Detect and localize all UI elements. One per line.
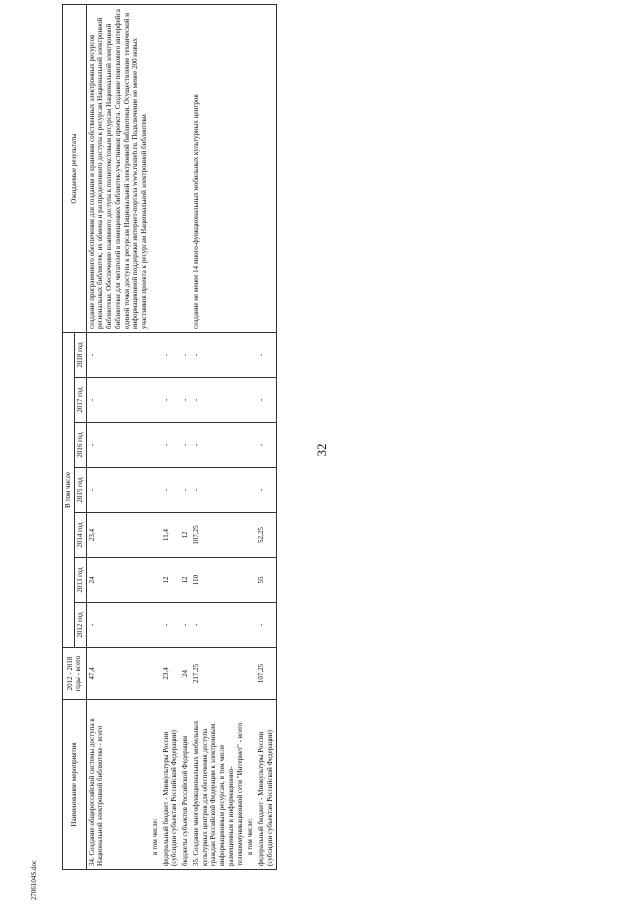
row-results	[180, 4, 191, 332]
row-year-value: -	[161, 468, 181, 513]
row-year-value	[245, 468, 256, 513]
header-total: 2012 - 2018 годы - всего	[63, 648, 87, 700]
row-year-value: -	[256, 603, 276, 648]
table-row	[245, 4, 256, 869]
row-results	[245, 4, 256, 332]
row-year-value: -	[86, 603, 150, 648]
row-year-value: 12	[180, 558, 191, 603]
header-year: 2016 год	[74, 423, 86, 468]
doc-filename: 2706104S.doc	[30, 859, 38, 901]
row-results	[150, 4, 161, 332]
header-year: 2013 год	[74, 558, 86, 603]
row-year-value	[245, 332, 256, 377]
table-row	[180, 4, 191, 869]
row-year-value	[245, 603, 256, 648]
rotated-table-container	[62, 5, 627, 870]
row-year-value	[245, 423, 256, 468]
row-year-value: 110	[191, 558, 246, 603]
row-year-value: -	[161, 378, 181, 423]
row-year-value: -	[180, 378, 191, 423]
page-number: 32	[314, 443, 329, 457]
row-total: 107,25	[256, 648, 276, 700]
row-year-value: -	[256, 332, 276, 377]
header-year: 2015 год	[74, 468, 86, 513]
row-name: федеральный бюджет - Минкультуры России (субсидии субъектам Российской Федерации)	[256, 700, 276, 870]
row-year-value: 55	[256, 558, 276, 603]
row-year-value	[245, 378, 256, 423]
row-year-value	[150, 558, 161, 603]
table-row	[256, 4, 276, 869]
header-year: 2018 год	[74, 332, 86, 377]
row-year-value	[150, 332, 161, 377]
row-total: 24	[180, 648, 191, 700]
header-results: Ожидаемые результаты	[63, 4, 87, 332]
row-year-value: -	[191, 423, 246, 468]
row-year-value	[150, 513, 161, 558]
row-year-value	[150, 603, 161, 648]
row-year-value: -	[86, 423, 150, 468]
row-total	[150, 648, 161, 700]
row-year-value: 24	[86, 558, 150, 603]
row-total: 47,4	[86, 648, 150, 700]
row-year-value: 107,25	[191, 513, 246, 558]
row-year-value: -	[161, 332, 181, 377]
row-year-value: -	[86, 468, 150, 513]
row-year-value: -	[191, 468, 246, 513]
table-row	[191, 4, 246, 869]
table-row	[150, 4, 161, 869]
row-year-value: 12	[180, 513, 191, 558]
row-name: в том числе:	[150, 700, 161, 870]
table-row	[161, 4, 181, 869]
row-year-value: -	[256, 423, 276, 468]
row-year-value: 11,4	[161, 513, 181, 558]
row-name: федеральный бюджет - Минкультуры России (субсидии субъектам Российской Федерации)	[161, 700, 181, 870]
row-year-value: -	[180, 423, 191, 468]
row-year-value: -	[86, 378, 150, 423]
row-year-value: -	[191, 603, 246, 648]
row-total: 23,4	[161, 648, 181, 700]
row-total: 217,25	[191, 648, 246, 700]
table-body	[86, 4, 276, 869]
row-year-value: -	[86, 332, 150, 377]
row-name: бюджеты субъектов Российской Федерации	[180, 700, 191, 870]
row-year-value: 12	[161, 558, 181, 603]
row-year-value: -	[161, 423, 181, 468]
row-year-value	[150, 423, 161, 468]
row-results: создание программного обеспечения для создания и хранения собственных электронных ресурсов региональных библиотек, их обмена и распределенного доступа к ресурсам Национальной электронной библиотеки. Обеспечение взаимного доступа к полнотекстовым ресурсам Национальной электронной библиотеки для читателей в помещениях библиотек-участников проекта. Создание поискового интерфейса единой точки доступа к ресурсам Национальной электронной библиотеки. Осуществление технической и информационной поддержки интернет-портала www.rusneb.ru. Подключение не менее 200 новых участников проекта к ресурсам Национальной электронной библиотеки	[86, 4, 150, 332]
row-name: 34. Создание общероссийской системы доступа к Национальной электронной библиотеке - всего	[86, 700, 150, 870]
row-year-value: 52,25	[256, 513, 276, 558]
row-name: 35. Создание многофункциональных мобильных культурных центров для обеспечения доступа граждан Российской Федерации к электронным информационным ресурсам, в том числе размещенным в информационно-телекоммуникационной сети "Интернет" - всего	[191, 700, 246, 870]
row-total	[245, 648, 256, 700]
budget-table	[62, 4, 277, 870]
row-year-value: -	[161, 603, 181, 648]
table-row	[86, 4, 150, 869]
header-of-which: В том числе	[63, 332, 75, 647]
row-year-value	[245, 558, 256, 603]
row-results	[256, 4, 276, 332]
row-year-value: -	[180, 332, 191, 377]
row-year-value: -	[191, 378, 246, 423]
row-results	[161, 4, 181, 332]
row-name: в том числе:	[245, 700, 256, 870]
header-year: 2017 год	[74, 378, 86, 423]
row-year-value: -	[191, 332, 246, 377]
header-name: Наименование мероприятия	[63, 700, 87, 870]
row-year-value	[245, 513, 256, 558]
row-year-value: 23,4	[86, 513, 150, 558]
row-year-value: -	[180, 468, 191, 513]
row-year-value	[150, 378, 161, 423]
row-year-value	[150, 468, 161, 513]
row-results: создание не менее 14 много-функциональных мобильных культурных центров	[191, 4, 246, 332]
header-year: 2014 год	[74, 513, 86, 558]
row-year-value: -	[256, 378, 276, 423]
row-year-value: -	[180, 603, 191, 648]
row-year-value: -	[256, 468, 276, 513]
header-year: 2012 год	[74, 603, 86, 648]
